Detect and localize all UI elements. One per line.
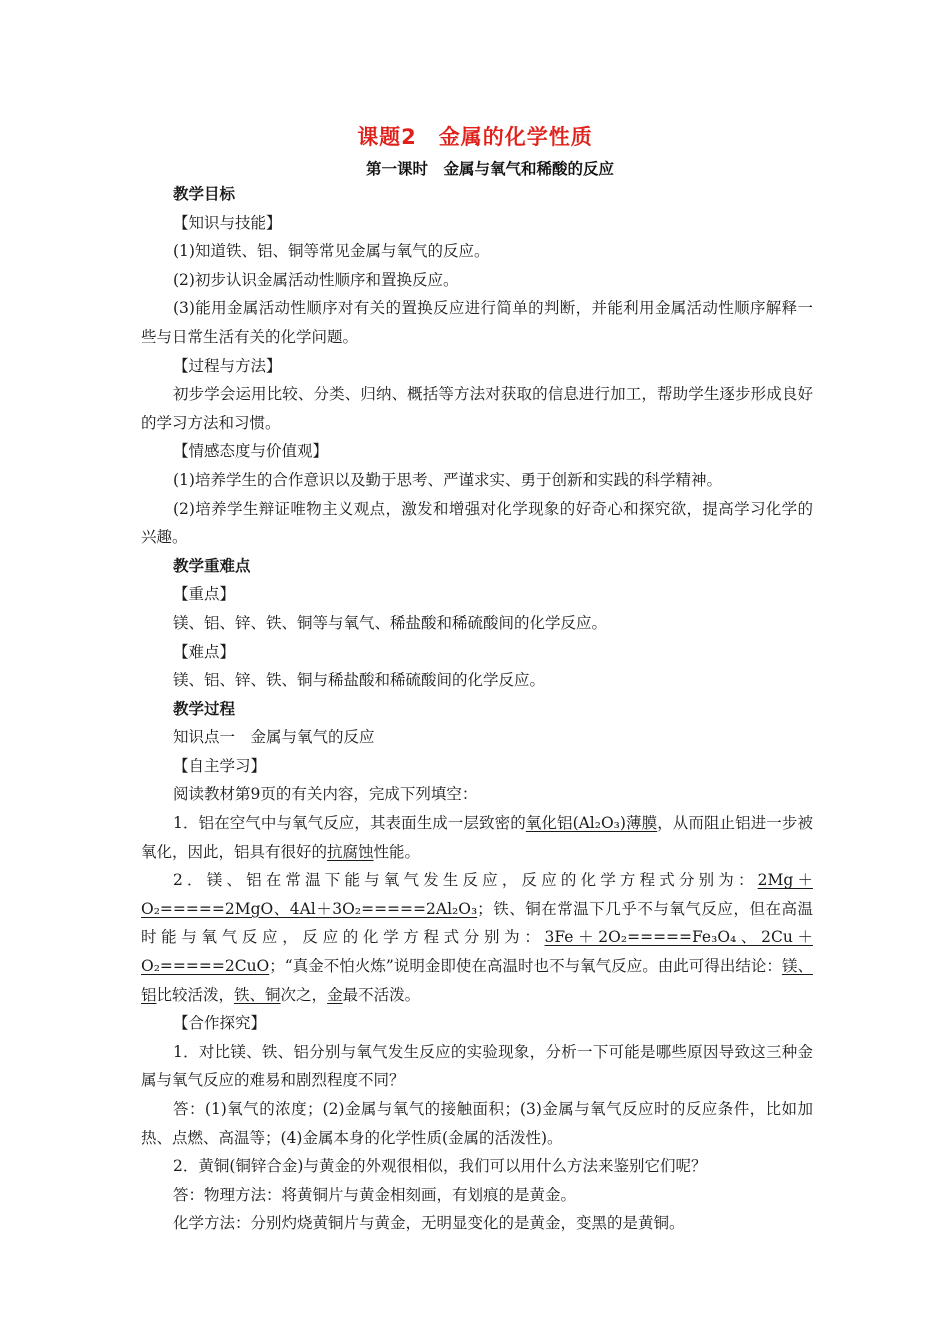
q1-text-b: ，从而阻止铝进一步被氧化，因此，铝具有很好的 bbox=[141, 814, 813, 861]
cooperation-answer-1: 答：(1)氧气的浓度；(2)金属与氧气的接触面积；(3)金属与氧气反应时的反应条件，比如加热、点燃、高温等；(4)金属本身的化学性质(金属的活泼性)。 bbox=[141, 1100, 813, 1147]
process-text: 初步学会运用比较、分类、归纳、概括等方法对获取的信息进行加工，帮助学生逐步形成良好的学习方法和习惯。 bbox=[141, 385, 813, 432]
q2-text-d: 比较活泼， bbox=[156, 985, 235, 1004]
emotion-item-1: (1)培养学生的合作意识以及勤于思考、严谨求实、勇于创新和实践的科学精神。 bbox=[173, 470, 722, 489]
knowledge-point-1: 知识点一 金属与氧气的反应 bbox=[173, 728, 375, 747]
q2-text-f: 最不活泼。 bbox=[342, 985, 421, 1004]
q1-answer-1: 氧化铝(Al₂O₃)薄膜 bbox=[525, 814, 658, 833]
lesson-title: 课题2 金属的化学性质 bbox=[357, 125, 593, 149]
key-text: 镁、铝、锌、铁、铜等与氧气、稀盐酸和稀硫酸间的化学反应。 bbox=[173, 613, 608, 632]
difficulty-tag: 【难点】 bbox=[173, 642, 236, 661]
self-study-tag: 【自主学习】 bbox=[173, 756, 267, 775]
cooperation-answer-2-physical: 答：物理方法：将黄铜片与黄金相刻画，有划痕的是黄金。 bbox=[173, 1185, 577, 1204]
q2-answer-1: 2Mg＋O₂=====2MgO、4Al＋3O₂=====2Al₂O₃ bbox=[141, 871, 813, 918]
emotion-tag: 【情感态度与价值观】 bbox=[173, 442, 329, 461]
process-heading: 教学过程 bbox=[173, 699, 236, 718]
q2-text-b: ；铁、铜在常温下几乎不与氧气反应，但在高温时能与氧气反应，反应的化学方程式分别为： bbox=[141, 899, 813, 947]
knowledge-item-3: (3)能用金属活动性顺序对有关的置换反应进行简单的判断，并能利用金属活动性顺序解释一些与日常生活有关的化学问题。 bbox=[141, 299, 813, 346]
q2-text-a: 2．镁、铝在常温下能与氧气发生反应，反应的化学方程式分别为： bbox=[173, 871, 758, 890]
difficulty-text: 镁、铝、锌、铁、铜与稀盐酸和稀硫酸间的化学反应。 bbox=[173, 671, 546, 690]
lesson-subtitle: 第一课时 金属与氧气和稀酸的反应 bbox=[365, 160, 614, 178]
q2-answer-3: 镁、铝 bbox=[141, 957, 813, 1004]
cooperation-answer-2-chemical: 化学方法：分别灼烧黄铜片与黄金，无明显变化的是黄金，变黑的是黄铜。 bbox=[173, 1214, 685, 1233]
question-2 bbox=[141, 866, 813, 1009]
knowledge-tag: 【知识与技能】 bbox=[173, 213, 282, 232]
emotion-item-2: (2)培养学生辩证唯物主义观点，激发和增强对化学现象的好奇心和探究欲，提高学习化学的兴趣。 bbox=[141, 499, 813, 547]
q2-answer-2: 3Fe＋2O₂=====Fe₃O₄、2Cu＋O₂=====2CuO bbox=[141, 928, 813, 976]
key-heading: 教学重难点 bbox=[173, 556, 251, 575]
question-1 bbox=[141, 809, 813, 866]
goals-heading: 教学目标 bbox=[173, 185, 236, 203]
cooperation-tag: 【合作探究】 bbox=[173, 1014, 267, 1033]
q1-text-c: 性能。 bbox=[373, 842, 421, 861]
reading-instruction: 阅读教材第9页的有关内容，完成下列填空： bbox=[173, 785, 478, 804]
q1-answer-2: 抗腐蚀 bbox=[327, 842, 374, 861]
q2-text-c: ；“真金不怕火炼”说明金即使在高温时也不与氧气反应。由此可得出结论： bbox=[269, 957, 782, 976]
document-body bbox=[141, 180, 813, 1238]
cooperation-question-2: 2．黄铜(铜锌合金)与黄金的外观很相似，我们可以用什么方法来鉴别它们呢？ bbox=[173, 1157, 707, 1176]
q2-text-e: 次之， bbox=[280, 985, 328, 1004]
q2-answer-4: 铁、铜 bbox=[234, 985, 281, 1004]
cooperation-question-1: 1．对比镁、铁、铝分别与氧气发生反应的实验现象，分析一下可能是哪些原因导致这三种金属与氧气反应的难易和剧烈程度不同？ bbox=[141, 1042, 813, 1090]
q2-answer-5: 金 bbox=[327, 985, 343, 1004]
key-tag: 【重点】 bbox=[173, 585, 236, 604]
process-tag: 【过程与方法】 bbox=[173, 356, 282, 375]
knowledge-item-2: (2)初步认识金属活动性顺序和置换反应。 bbox=[173, 270, 459, 289]
knowledge-item-1: (1)知道铁、铝、铜等常见金属与氧气的反应。 bbox=[173, 242, 490, 261]
q1-text-a: 1．铝在空气中与氧气反应，其表面生成一层致密的 bbox=[173, 814, 526, 833]
